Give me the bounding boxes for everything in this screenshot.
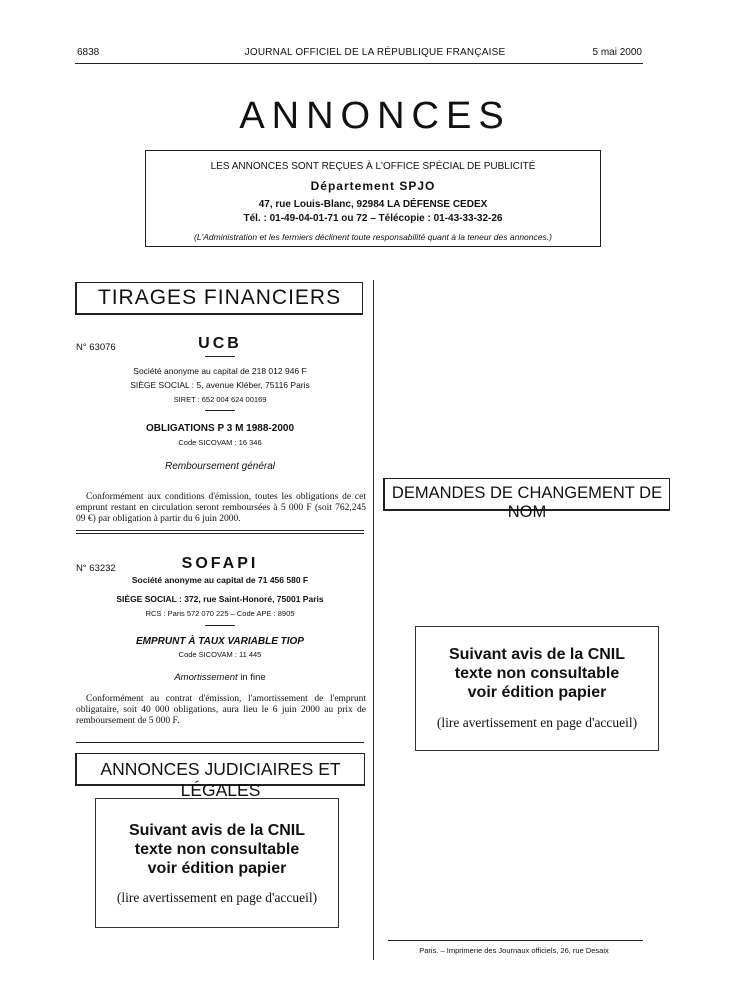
annonces-judiciaires-heading-box (75, 753, 365, 800)
ucb-body: Conformément aux conditions d'émission, toutes les obligations de cet emprunt restant en circulation seront remboursées à 5 000 F (soit 762,245 09 €) par obligation à partir du 6 juin 2000. (76, 492, 366, 524)
cnil-notice-box-right (415, 626, 659, 751)
cnil-line1: Suivant avis de la CNIL (448, 646, 626, 663)
sofapi-type (75, 672, 365, 683)
page-title: ANNONCES (239, 95, 511, 137)
sofapi-type-italic: Amortissement (174, 672, 238, 683)
sofapi-name: SOFAPI (181, 555, 259, 572)
sofapi-rcs: RCS : Paris 572 070 225 – Code APE : 8905 (145, 609, 295, 618)
sofapi-type-rest: in fine (240, 672, 266, 683)
sofapi-siege: SIÈGE SOCIAL : 372, rue Saint-Honoré, 75001 Paris (116, 594, 324, 604)
sofapi-emprunt: EMPRUNT À TAUX VARIABLE TIOP (136, 636, 304, 647)
sofapi-rcs-rule (205, 625, 235, 626)
cnil-line3: voir édition papier (147, 860, 287, 877)
sofapi-number: N° 63232 (76, 563, 116, 574)
separator-rule (76, 530, 364, 531)
publicity-office-box (145, 150, 601, 247)
cnil-line1: Suivant avis de la CNIL (128, 822, 306, 839)
issue-date: 5 mai 2000 (592, 47, 642, 58)
cnil-line2: texte non consultable (454, 665, 620, 682)
ucb-type: Remboursement général (164, 461, 276, 472)
page-number: 6838 (77, 47, 100, 58)
sofapi-capital: Société anonyme au capital de 71 456 580 F (131, 575, 309, 585)
sofapi-code: Code SICOVAM : 11 445 (178, 650, 262, 659)
tirages-financiers-heading: TIRAGES FINANCIERS (97, 286, 342, 309)
ucb-capital: Société anonyme au capital de 218 012 946 F (133, 366, 307, 376)
ucb-obligations: OBLIGATIONS P 3 M 1988-2000 (145, 423, 295, 434)
cnil-note: (lire avertissement en page d'accueil) (116, 890, 318, 905)
annonces-judiciaires-heading: ANNONCES JUDICIAIRES ET LÉGALES (100, 759, 341, 800)
cnil-note: (lire avertissement en page d'accueil) (436, 715, 638, 730)
ucb-code: Code SICOVAM : 16 346 (178, 438, 262, 447)
demandes-changement-nom-heading: DEMANDES DE CHANGEMENT DE NOM (391, 484, 663, 521)
ucb-siege: SIÈGE SOCIAL : 5, avenue Kléber, 75116 Paris (130, 380, 310, 390)
tirages-financiers-heading-box (75, 282, 363, 315)
ucb-number: N° 63076 (76, 342, 116, 353)
sofapi-body: Conformément au contrat d'émission, l'amortissement de l'emprunt obligataire, soit 40 000 obligations, aura lieu le 6 juin 2000 au prix de remboursement de 5 000 F. (76, 694, 366, 726)
office-address: 47, rue Louis-Blanc, 92984 LA DÉFENSE CEDEX (258, 199, 488, 210)
department-name: Département SPJO (310, 179, 436, 193)
header-rule (75, 63, 643, 64)
column-divider (373, 280, 374, 960)
ucb-name-rule (205, 356, 235, 357)
office-phone: Tél. : 01-49-04-01-71 ou 72 – Télécopie : 01-43-33-32-26 (243, 213, 503, 224)
printer-imprint: Paris. – Imprimerie des Journaux officiels, 26, rue Desaix (419, 946, 609, 955)
journal-title: JOURNAL OFFICIEL DE LA RÉPUBLIQUE FRANÇAISE (244, 47, 506, 58)
cnil-line3: voir édition papier (467, 684, 607, 701)
ucb-name: UCB (198, 335, 242, 352)
ucb-siret-rule (205, 410, 235, 411)
demandes-changement-nom-heading-box (383, 478, 670, 521)
office-line: LES ANNONCES SONT REÇUES À L'OFFICE SPÉCIAL DE PUBLICITÉ (210, 161, 536, 172)
cnil-notice-box-left (95, 798, 339, 928)
cnil-line2: texte non consultable (134, 841, 300, 858)
ucb-siret: SIRET : 652 004 624 00169 (173, 395, 267, 404)
disclaimer: (L'Administration et les fermiers déclinent toute responsabilité quant à la teneur des annonces.) (194, 232, 552, 242)
separator-rule (76, 533, 364, 534)
footer-rule (388, 940, 643, 941)
separator-rule (76, 742, 364, 743)
